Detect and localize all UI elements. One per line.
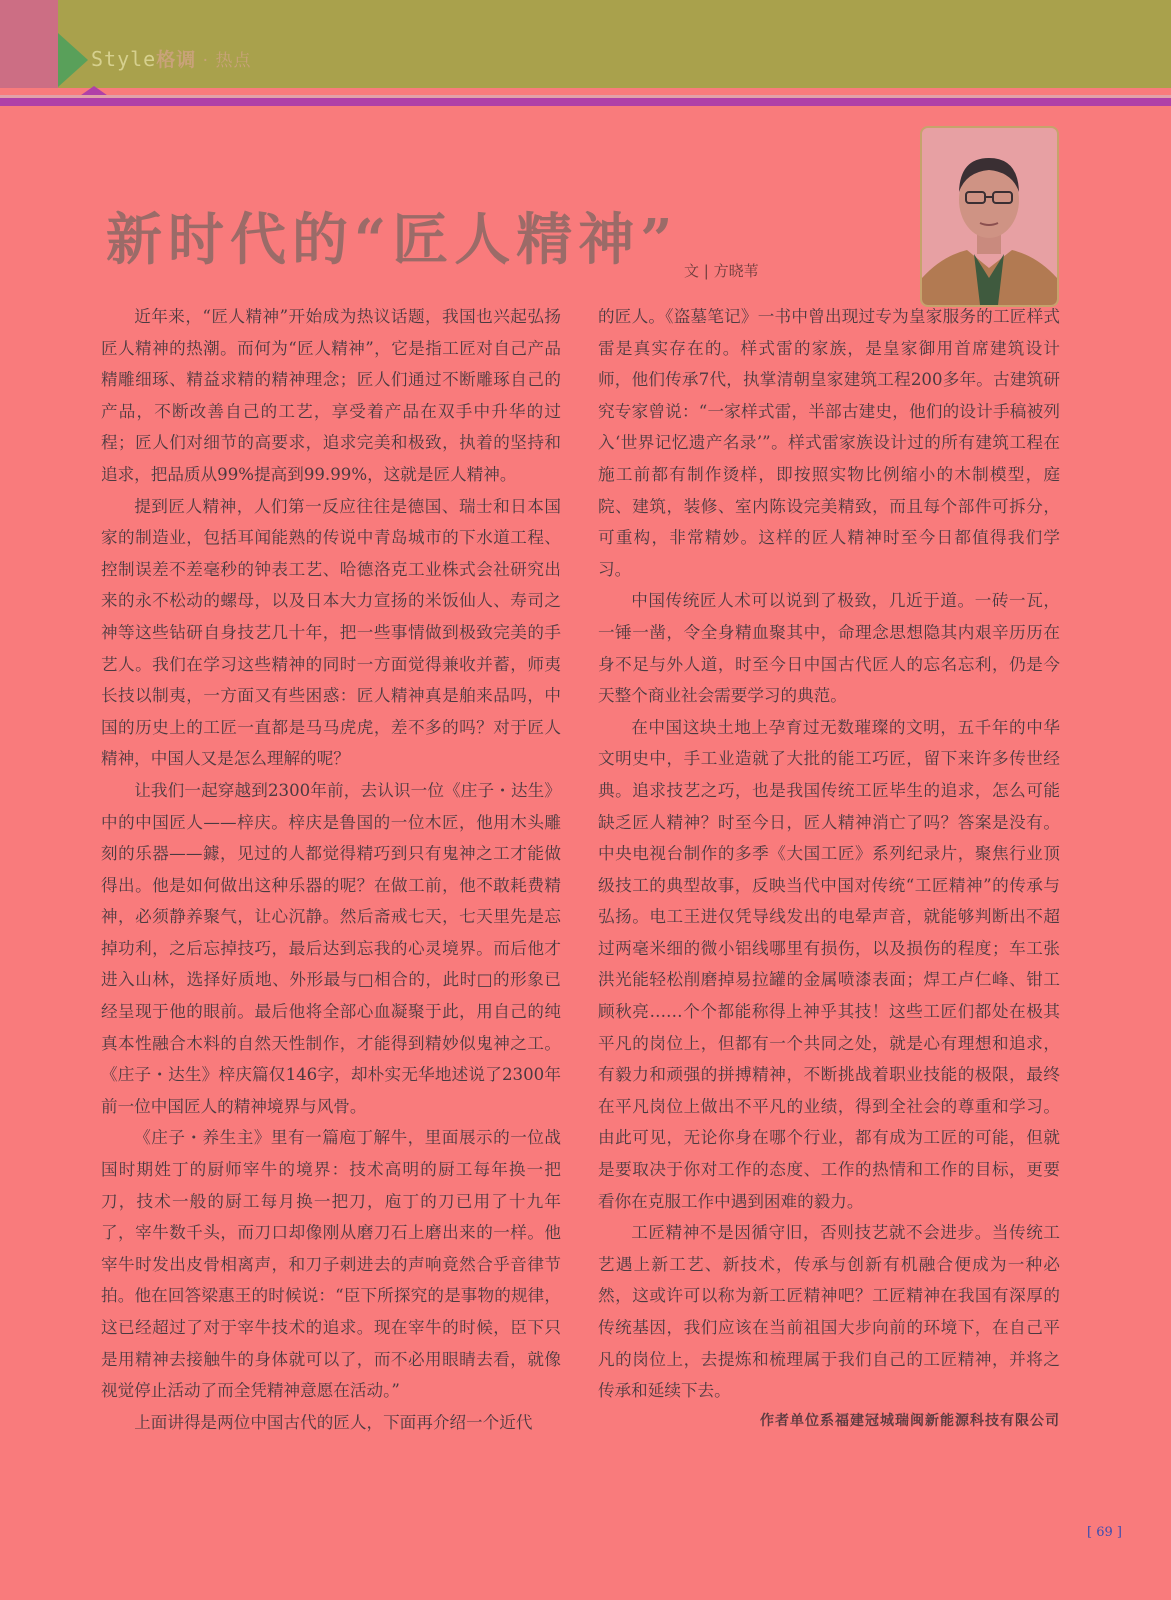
byline: 文 | 方晓苇 (684, 262, 759, 280)
section-label-en: Style (91, 47, 157, 71)
author-affiliation: 作者单位系福建冠城瑞闽新能源科技有限公司 (760, 1413, 1060, 1429)
article-column-right (598, 301, 1060, 1407)
paragraph: 近年来，“匠人精神”开始成为热议话题，我国也兴起弘扬匠人精神的热潮。而何为“匠人精神”，它是指工匠对自己产品精雕细琢、精益求精的精神理念；匠人们通过不断雕琢自己的产品，不断改善自己的工艺，享受着产品在双手中升华的过程；匠人们对细节的高要求，追求完美和极致，执着的坚持和追求，把品质从99%提高到99.99%，这就是匠人精神。 (101, 307, 561, 484)
section-label-sub: 热点 (215, 51, 252, 71)
paragraph: 的匠人。《盗墓笔记》一书中曾出现过专为皇家服务的工匠样式雷是真实存在的。样式雷的家族，是皇家御用首席建筑设计师，他们传承7代，执掌清朝皇家建筑工程200多年。古建筑研究专家曾说：“一家样式雷，半部古建史，他们的设计手稿被列入‘世界记忆遗产名录’”。样式雷家族设计过的所有建筑工程在施工前都有制作烫样，即按照实物比例缩小的木制模型，庭院、建筑，装修、室内陈设完美精致，而且每个部件可拆分，可重构，非常精妙。这样的匠人精神时至今日都值得我们学习。 (598, 307, 1060, 579)
paragraph: 中国传统匠人术可以说到了极致，几近于道。一砖一瓦，一锤一凿，令全身精血聚其中，命理念思想隐其内艰辛历历在身不足与外人道，时至今日中国古代匠人的忘名忘利，仍是今天整个商业社会需要学习的典范。 (598, 591, 1060, 706)
section-label: Style格调 · 热点 (91, 47, 252, 71)
article-column-left (101, 301, 561, 1438)
section-arrow-icon (58, 33, 88, 87)
paragraph: 在中国这块土地上孕育过无数璀璨的文明，五千年的中华文明史中，手工业造就了大批的能工巧匠，留下来许多传世经典。追求技艺之巧，也是我国传统工匠毕生的追求，怎么可能缺乏匠人精神？时至今日，匠人精神消亡了吗？答案是没有。中央电视台制作的多季《大国工匠》系列纪录片，聚焦行业顶级技工的典型故事，反映当代中国对传统“工匠精神”的传承与弘扬。电工王进仅凭导线发出的电晕声音，就能够判断出不超过两毫米细的微小铝线哪里有损伤，以及损伤的程度；车工张洪光能轻松削磨掉易拉罐的金属喷漆表面；焊工卢仁峰、钳工顾秋亮……个个都能称得上神乎其技！这些工匠们都处在极其平凡的岗位上，但都有一个共同之处，就是心有理想和追求，有毅力和顽强的拼搏精神，不断挑战着职业技能的极限，最终在平凡岗位上做出不平凡的业绩，得到全社会的尊重和学习。由此可见，无论你身在哪个行业，都有成为工匠的可能，但就是要取决于你对工作的态度、工作的热情和工作的目标，更要看你在克服工作中遇到困难的毅力。 (598, 717, 1060, 1211)
paragraph: 上面讲得是两位中国古代的匠人，下面再介绍一个近代 (134, 1412, 533, 1432)
article-title: 新时代的“匠人精神” (106, 207, 679, 273)
section-label-zh: 格调 (156, 49, 197, 71)
author-photo (920, 126, 1059, 307)
paragraph: 工匠精神不是因循守旧，否则技艺就不会进步。当传统工艺遇上新工艺、新技术，传承与创新有机融合便成为一种必然，这或许可以称为新工匠精神吧？工匠精神在我国有深厚的传统基因，我们应该在当前祖国大步向前的环境下，在自己平凡的岗位上，去提炼和梳理属于我们自己的工匠精神，并将之传承和延续下去。 (598, 1223, 1060, 1401)
page-number: [ 69 ] (1087, 1525, 1122, 1540)
header-band (0, 0, 1171, 88)
paragraph: 《庄子・养生主》里有一篇庖丁解牛，里面展示的一位战国时期姓丁的厨师宰牛的境界：技术高明的厨工每年换一把刀，技术一般的厨工每月换一把刀，庖丁的刀已用了十九年了，宰牛数千头，而刀口却像刚从磨刀石上磨出来的一样。他宰牛时发出皮骨相离声，和刀子刺进去的声响竟然合乎音律节拍。他在回答梁惠王的时候说：“臣下所探究的是事物的规律，这已经超过了对于宰牛技术的追求。现在宰牛的时候，臣下只是用精神去接触牛的身体就可以了，而不必用眼睛去看，就像视觉停止活动了而全凭精神意愿在活动。” (101, 1128, 561, 1401)
paragraph: 提到匠人精神，人们第一反应往往是德国、瑞士和日本国家的制造业，包括耳闻能熟的传说中青岛城市的下水道工程、控制误差不差毫秒的钟表工艺、哈德洛克工业株式会社研究出来的永不松动的螺母，以及日本大力宣扬的米饭仙人、寿司之神等这些钻研自身技艺几十年，把一些事情做到极致完美的手艺人。我们在学习这些精神的同时一方面觉得兼收并蓄，师夷长技以制夷，一方面又有些困惑：匠人精神真是舶来品吗，中国的历史上的工匠一直都是马马虎虎，差不多的吗？对于匠人精神，中国人又是怎么理解的呢？ (101, 496, 561, 769)
header-corner-block (0, 0, 58, 88)
header-stripe (0, 98, 1171, 106)
paragraph: 让我们一起穿越到2300年前，去认识一位《庄子・达生》中的中国匠人——梓庆。梓庆是鲁国的一位木匠，他用木头雕刻的乐器——鐻，见过的人都觉得精巧到只有鬼神之工才能做得出。他是如何做出这种乐器的呢？在做工前，他不敢耗费精神，必须静养聚气，让心沉静。然后斋戒七天，七天里先是忘掉功利，之后忘掉技巧，最后达到忘我的心灵境界。而后他才进入山林，选择好质地、外形最与□相合的，此时□的形象已经呈现于他的眼前。最后他将全部心血凝聚于此，用自己的纯真本性融合木料的自然天性制作，才能得到精妙似鬼神之工。《庄子・达生》梓庆篇仅146字，却朴实无华地述说了2300年前一位中国匠人的精神境界与风骨。 (101, 780, 561, 1116)
